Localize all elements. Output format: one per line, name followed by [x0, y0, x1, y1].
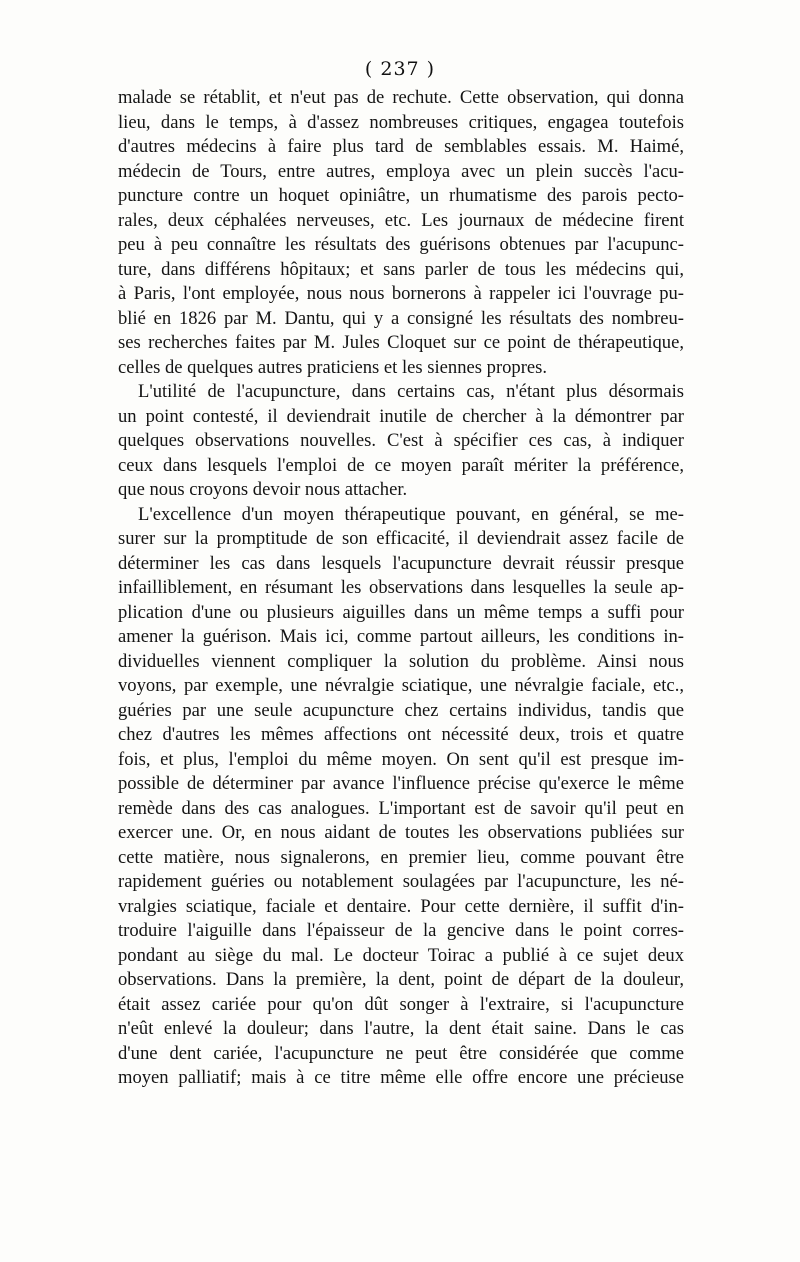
text-line: observations. Dans la première, la dent, point de départ de la douleur,: [118, 969, 684, 990]
text-line: ceux dans lesquels l'emploi de ce moyen paraît mériter la préférence,: [118, 454, 684, 476]
text-line: exercer une. Or, en nous aidant de toutes les observations publiées sur: [118, 822, 684, 843]
text-line: plication d'une ou plusieurs aiguilles dans un même temps a suffi pour: [118, 601, 684, 623]
text-line: à Paris, l'ont employée, nous nous bornerons à rappeler ici l'ouvrage pu-: [118, 283, 684, 304]
text-line: troduire l'aiguille dans l'épaisseur de la gencive dans le point corres-: [118, 920, 684, 941]
text-line: rapidement guéries ou notablement soulagées par l'acupuncture, les né-: [118, 871, 684, 892]
text-line: d'une dent cariée, l'acupuncture ne peut être considérée que comme: [118, 1042, 684, 1064]
text-line: ses recherches faites par M. Jules Cloquet sur ce point de thérapeutique,: [118, 332, 684, 353]
text-line: remède dans des cas analogues. L'important est de savoir qu'il peut en: [118, 797, 684, 819]
text-line: médecin de Tours, entre autres, employa avec un plein succès l'acu-: [118, 160, 684, 182]
body-text: [118, 86, 684, 1091]
text-line: rales, deux céphalées nerveuses, etc. Les journaux de médecine firent: [118, 209, 684, 231]
text-line: malade se rétablit, et n'eut pas de rechute. Cette observation, qui donna: [118, 87, 684, 108]
text-line: infailliblement, en résumant les observations dans lesquelles la seule ap-: [118, 577, 684, 598]
text-line: était assez cariée pour qu'on dût songer à l'extraire, si l'acupuncture: [118, 993, 684, 1015]
text-line: lieu, dans le temps, à d'assez nombreuses critiques, engagea toutefois: [118, 111, 684, 133]
page-number: ( 237 ): [364, 58, 436, 80]
text-line: guéries par une seule acupuncture chez certains individus, tandis que: [118, 699, 684, 721]
text-line: voyons, par exemple, une névralgie sciatique, une névralgie faciale, etc.,: [118, 675, 684, 696]
text-line: L'excellence d'un moyen thérapeutique pouvant, en général, se me-: [138, 503, 684, 525]
text-line: ture, dans différens hôpitaux; et sans parler de tous les médecins qui,: [118, 258, 684, 280]
text-line: n'eût enlevé la douleur; dans l'autre, la dent était saine. Dans le cas: [118, 1018, 684, 1039]
text-line: chez d'autres les mêmes affections ont nécessité deux, trois et quatre: [118, 724, 684, 745]
text-line: celles de quelques autres praticiens et les siennes propres.: [118, 356, 548, 378]
text-line: fois, et plus, l'emploi du même moyen. On sent qu'il est presque im-: [118, 748, 684, 770]
text-line: blié en 1826 par M. Dantu, qui y a consigné les résultats des nombreu-: [118, 307, 684, 329]
text-line: puncture contre un hoquet opiniâtre, un rhumatisme des parois pecto-: [118, 185, 684, 206]
text-line: peu à peu connaître les résultats des guérisons obtenues par l'acupunc-: [118, 234, 684, 255]
text-line: vralgies sciatique, faciale et dentaire. Pour cette dernière, il suffit d'in-: [118, 895, 684, 917]
text-line: déterminer les cas dans lesquels l'acupuncture devrait réussir presque: [118, 552, 684, 574]
text-line: que nous croyons devoir nous attacher.: [118, 479, 408, 500]
text-line: surer sur la promptitude de son efficacité, il deviendrait assez facile de: [118, 528, 684, 549]
text-line: possible de déterminer par avance l'influence précise qu'exerce le même: [118, 773, 684, 794]
text-line: quelques observations nouvelles. C'est à spécifier ces cas, à indiquer: [118, 430, 684, 451]
text-line: d'autres médecins à faire plus tard de semblables essais. M. Haimé,: [118, 136, 684, 157]
text-line: moyen palliatif; mais à ce titre même elle offre encore une précieuse: [118, 1067, 684, 1088]
text-line: amener la guérison. Mais ici, comme partout ailleurs, les conditions in-: [118, 626, 684, 647]
text-line: un point contesté, il deviendrait inutile de chercher à la démontrer par: [118, 405, 684, 427]
text-line: pondant au siège du mal. Le docteur Toirac a publié à ce sujet deux: [118, 944, 684, 966]
text-line: dividuelles viennent compliquer la solution du problème. Ainsi nous: [118, 650, 684, 672]
text-line: L'utilité de l'acupuncture, dans certains cas, n'étant plus désormais: [138, 381, 684, 402]
text-line: cette matière, nous signalerons, en premier lieu, comme pouvant être: [118, 846, 684, 868]
